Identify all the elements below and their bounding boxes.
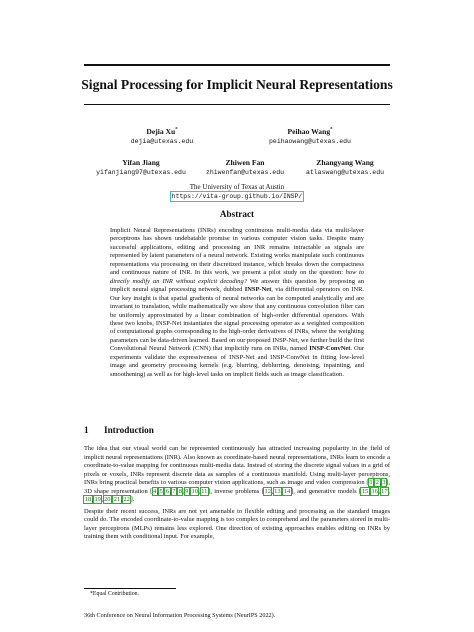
project-url-link[interactable]: https://vita-group.github.io/INSP/ [171,193,303,200]
author-block [82,158,200,177]
citation-link[interactable]: 17 [381,487,388,495]
citation-link[interactable]: 7 [172,487,176,495]
footnote-rule [84,588,176,589]
citation-group: [1,2,3] [366,479,389,486]
author-block [110,127,214,146]
title-rule-top [84,64,390,66]
author-name: Zhiwen Fan [225,158,265,167]
citation-group: [15,16,17,18,19,20,21,22] [84,487,391,503]
citation-link[interactable]: 10 [191,487,198,495]
author-name: Yifan Jiang [122,158,160,167]
citation-link[interactable]: 18 [84,496,92,503]
method-name: INSP-Net [244,286,272,294]
citation-link[interactable]: 2 [375,479,380,486]
abstract-question: how to directly modify an INR without explicit decoding? [110,269,364,285]
method-name-convnet: INSP-ConvNet [309,345,351,353]
citation-link[interactable]: 5 [159,487,163,495]
author-name: Dejia Xu* [146,127,178,136]
citation-link[interactable]: 20 [104,496,111,503]
author-block [190,158,300,177]
footnote: *Equal Contribution. [90,591,139,597]
section-heading [84,425,154,435]
title-rule-bottom [84,104,390,105]
citation-link[interactable]: 1 [369,479,373,486]
affiliation-block [120,183,354,201]
citation-link[interactable]: 19 [94,496,101,503]
author-email[interactable]: atlaswang@utexas.edu [305,168,384,176]
citation-link[interactable]: 6 [165,487,170,495]
citation-link[interactable]: 15 [361,487,369,495]
section-number: 1 [84,425,89,435]
paragraph: The idea that our visual world can be represented continuously has attracted increasing popularity in the field of implicit neural representations (INR). Also known as coordinate-based neural representations, INRs learn to encode a coordinate-to-value mapping for continuous multi-media data. Instead of storing the discrete signal values in a grid of pixels or voxels, INRs represent discrete data as samples of a continuous manifold. Using multi-layer perceptrons, INRs bring practical benefits to various computer vision applications, such as image and video compression [1,2,3], 3D shape representation [4,5,6,7,8,9,10,11], inverse problems [12,13,14], and generative models [15,16,17,18,19,20,21,22]. [84,445,391,503]
venue-note: 36th Conference on Neural Information Processing Systems (NeurIPS 2022). [84,612,276,619]
citation-link[interactable]: 9 [185,487,189,495]
affiliation: The University of Texas at Austin [189,183,285,191]
abstract-heading: Abstract [219,209,255,219]
section-title: Introduction [104,425,154,435]
citation-link[interactable]: 16 [371,487,378,495]
citation-link[interactable]: 3 [382,479,386,486]
abstract-text: Implicit Neural Representations (INRs) encoding continuous multi-media data via multi-layer perceptrons has shown undebatable promise in various computer vision tasks. Despite many successful applications, editing and processing an INR remains intractable as signals are represented by latent parameters of a neural network. Existing works manipulate such continuous representations via processing on their discretized instance, which breaks down the compactness and continuous nature of INR. In this work, we present a pilot study on the question: how to directly modify an INR without explicit decoding? We answer this question by proposing an implicit neural signal processing network, dubbed INSP-Net, via differential operators on INR. Our key insight is that spatial gradients of neural networks can be computed analytically and are invariant to translation, while mathematically we show that any continuous convolution filter can be uniformly approximated by a linear combination of high-order differential operators. With these two knobs, INSP-Net instantiates the signal processing operator as a weighted composition of computational graphs corresponding to the high-order derivatives of INRs, where the weighting parameters can be data-driven learned. Based on our proposed INSP-Net, we further build the first Convolutional Neural Network (CNN) that implicitly runs on INRs, named INSP-ConvNet. Our experiments validate the expressiveness of INSP-Net and INSP-ConvNet in fitting low-level image and geometry processing kernels (e.g. blurring, deblurring, denoising, inpainting, and smoothening) as well as for high-level tasks on implicit fields such as image classification. [110,227,365,378]
citation-link[interactable]: 21 [113,496,121,503]
author-email[interactable]: dejia@utexas.edu [130,137,194,145]
citation-link[interactable]: 12 [264,487,271,495]
author-name: Zhangyang Wang [316,158,374,167]
citation-link[interactable]: 8 [178,487,182,495]
author-block [250,127,370,146]
citation-group: [12,13,14] [261,487,294,495]
citation-link[interactable]: 14 [283,487,291,495]
citation-link[interactable]: 13 [274,487,281,495]
citation-link[interactable]: 11 [201,487,208,495]
author-block [292,158,398,177]
citation-group: [4,5,6,7,8,9,10,11] [150,487,211,495]
author-email[interactable]: zhiwenfan@utexas.edu [205,168,284,176]
paper-title: Signal Processing for Implicit Neural Representations [81,77,393,92]
citation-link[interactable]: 4 [153,487,157,495]
author-name: Peihao Wang* [287,127,333,136]
author-email[interactable]: peihaowang@utexas.edu [269,137,351,145]
citation-link[interactable]: 22 [123,496,130,503]
author-email[interactable]: yifanjiang97@utexas.edu [96,168,186,176]
paragraph: Despite their recent success, INRs are not yet amenable to flexible editing and processing as the standard images could do. The encoded coordinate-to-value mapping is too complex to comprehend and the parameters stored in multi-layer perceptrons (MLPs) remains less explored. One direction of existing approaches enables editing on INRs by training them with conditional input. For example, [84,507,390,540]
introduction-text [84,445,390,545]
